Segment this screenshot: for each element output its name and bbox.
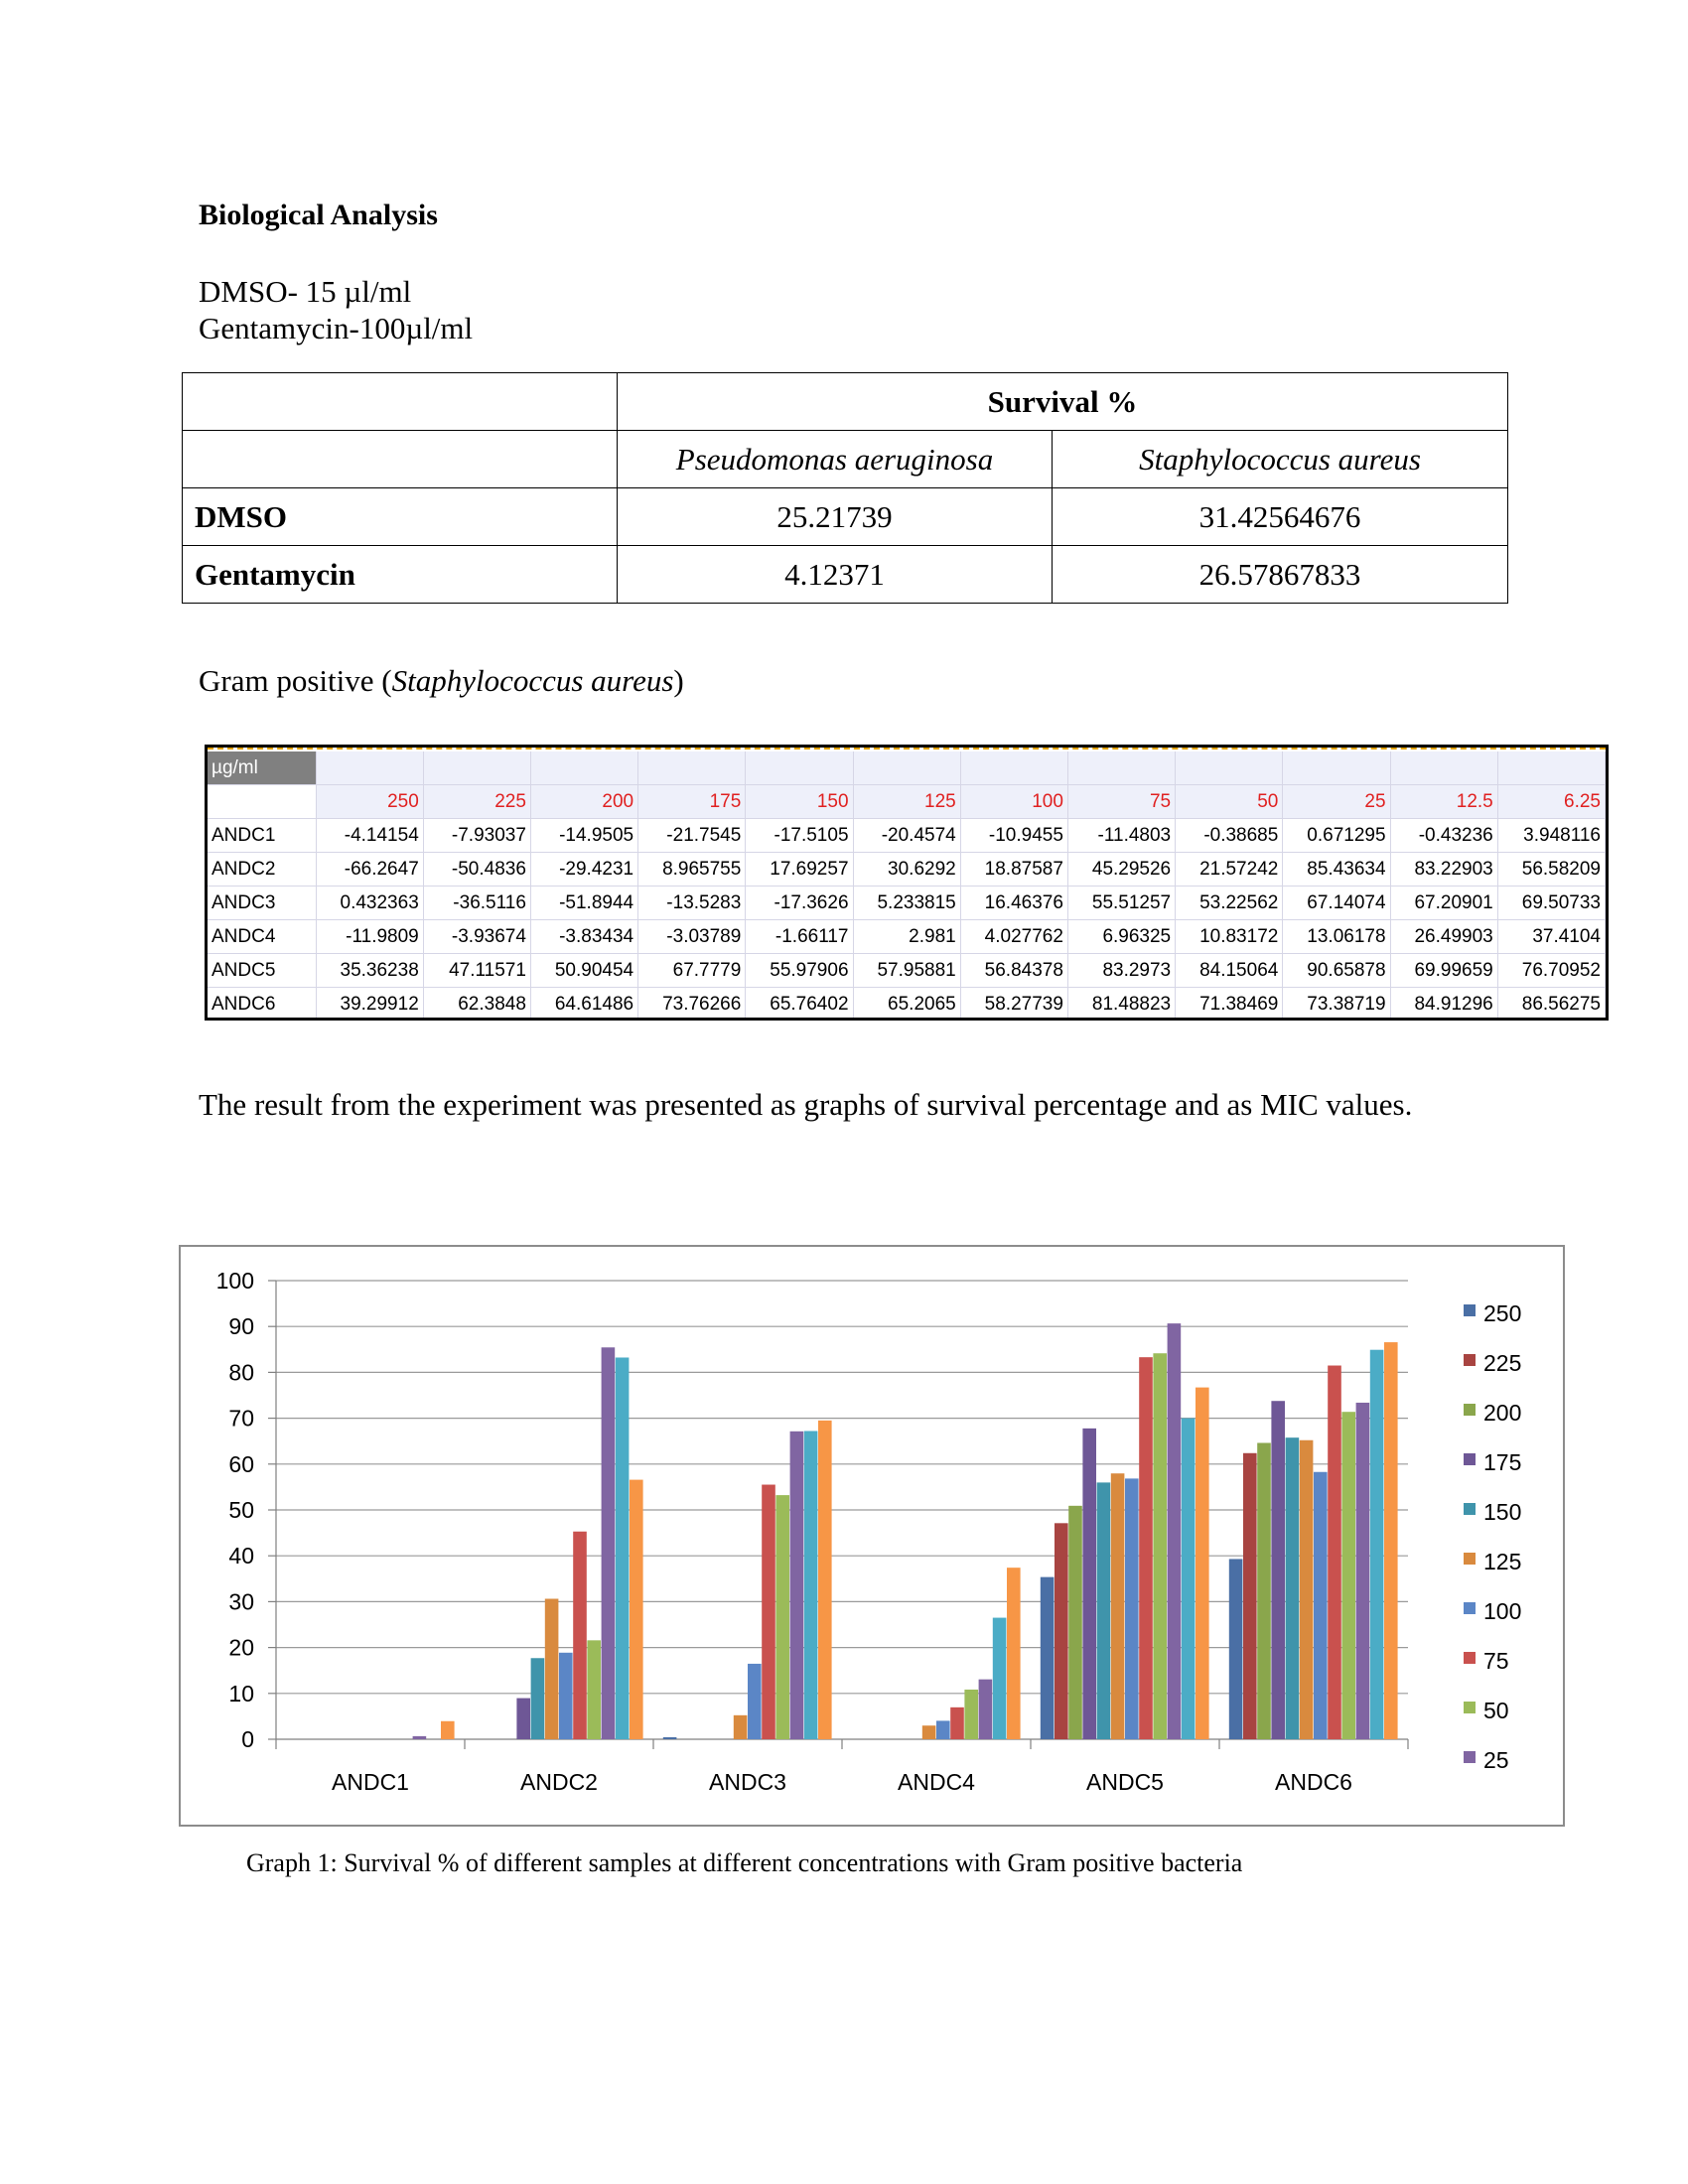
row-label: ANDC1 xyxy=(208,819,316,853)
x-tick-label: ANDC4 xyxy=(898,1769,975,1795)
blank-cell xyxy=(638,751,746,785)
spreadsheet-cell: -13.5283 xyxy=(638,887,746,920)
unit-cell: µg/ml xyxy=(208,751,316,785)
spreadsheet-cell: -1.66117 xyxy=(746,920,853,954)
spreadsheet-cell: 57.95881 xyxy=(853,954,960,988)
spreadsheet-cell: 0.432363 xyxy=(316,887,423,920)
spreadsheet-cell: 53.22562 xyxy=(1176,887,1283,920)
spreadsheet-cell: -4.14154 xyxy=(316,819,423,853)
bar-andc4-100 xyxy=(936,1720,950,1739)
legend-label: 50 xyxy=(1483,1698,1509,1723)
spreadsheet-cell: 50.90454 xyxy=(530,954,637,988)
spreadsheet-cell: 69.50733 xyxy=(1497,887,1605,920)
blank-cell xyxy=(1390,751,1497,785)
spreadsheet-cell: 71.38469 xyxy=(1176,988,1283,1022)
row-label: ANDC5 xyxy=(208,954,316,988)
table-row xyxy=(183,546,1508,604)
spreadsheet-cell: 6.96325 xyxy=(1067,920,1175,954)
spreadsheet-cell: 84.15064 xyxy=(1176,954,1283,988)
spreadsheet-cell: -14.9505 xyxy=(530,819,637,853)
blank-cell xyxy=(746,751,853,785)
spreadsheet-cell: 90.65878 xyxy=(1283,954,1390,988)
spreadsheet-cell: 0.671295 xyxy=(1283,819,1390,853)
spreadsheet-cell: 86.56275 xyxy=(1497,988,1605,1022)
spreadsheet-cell: -50.4836 xyxy=(423,853,530,887)
bar-andc6-75 xyxy=(1328,1366,1341,1739)
column-header-cell: 200 xyxy=(530,785,637,819)
spreadsheet-table xyxy=(208,751,1606,1021)
bar-andc6-6_25 xyxy=(1384,1342,1398,1739)
spreadsheet-cell: -11.4803 xyxy=(1067,819,1175,853)
spreadsheet-cell: 39.29912 xyxy=(316,988,423,1022)
row-label: ANDC6 xyxy=(208,988,316,1022)
spreadsheet-row xyxy=(208,920,1606,954)
spreadsheet-cell: 45.29526 xyxy=(1067,853,1175,887)
bar-andc5-100 xyxy=(1125,1478,1139,1739)
row-label: ANDC2 xyxy=(208,853,316,887)
y-tick-label: 10 xyxy=(228,1680,254,1706)
bar-andc1-6_25 xyxy=(441,1721,455,1739)
bar-andc6-125 xyxy=(1300,1440,1314,1739)
bar-andc2-12_5 xyxy=(616,1357,630,1739)
y-tick-label: 30 xyxy=(228,1588,254,1615)
spreadsheet-cell: 55.51257 xyxy=(1067,887,1175,920)
bar-andc5-150 xyxy=(1097,1482,1111,1739)
organism-pseudomonas: Pseudomonas aeruginosa xyxy=(618,431,1053,488)
bar-andc6-225 xyxy=(1243,1453,1257,1739)
blank-cell xyxy=(853,751,960,785)
legend-label: 200 xyxy=(1483,1400,1522,1426)
y-tick-label: 0 xyxy=(241,1726,254,1752)
spreadsheet-cell: 62.3848 xyxy=(423,988,530,1022)
bar-andc5-50 xyxy=(1153,1353,1167,1739)
spreadsheet-cell: 64.61486 xyxy=(530,988,637,1022)
spreadsheet-cell: 85.43634 xyxy=(1283,853,1390,887)
legend-swatch xyxy=(1464,1453,1476,1465)
spreadsheet-cell: 83.22903 xyxy=(1390,853,1497,887)
spreadsheet-cell: 69.99659 xyxy=(1390,954,1497,988)
spreadsheet-cell: 65.76402 xyxy=(746,988,853,1022)
legend-label: 150 xyxy=(1483,1499,1522,1525)
bar-andc6-175 xyxy=(1271,1401,1285,1739)
bar-andc2-175 xyxy=(516,1699,530,1739)
spreadsheet-row xyxy=(208,988,1606,1022)
bar-andc6-25 xyxy=(1356,1403,1370,1739)
selection-border xyxy=(208,748,1606,750)
legend-label: 250 xyxy=(1483,1300,1522,1326)
bar-andc3-250 xyxy=(663,1737,677,1739)
bar-andc6-100 xyxy=(1314,1472,1328,1739)
column-header-cell: 6.25 xyxy=(1497,785,1605,819)
bar-andc3-75 xyxy=(762,1485,775,1739)
survival-chart xyxy=(179,1245,1565,1827)
spreadsheet-cell: -11.9809 xyxy=(316,920,423,954)
bar-andc3-6_25 xyxy=(818,1421,832,1739)
x-tick-label: ANDC2 xyxy=(520,1769,598,1795)
bar-andc3-50 xyxy=(775,1495,789,1739)
spreadsheet-cell: -7.93037 xyxy=(423,819,530,853)
bar-andc2-150 xyxy=(531,1658,545,1739)
bar-andc6-200 xyxy=(1257,1442,1271,1739)
spreadsheet-row xyxy=(208,954,1606,988)
legend-label: 125 xyxy=(1483,1549,1522,1574)
bar-andc5-75 xyxy=(1139,1357,1153,1739)
spreadsheet-row xyxy=(208,853,1606,887)
legend-swatch xyxy=(1464,1751,1476,1763)
organism-staphylococcus: Staphylococcus aureus xyxy=(1053,431,1508,488)
table-cell: 4.12371 xyxy=(618,546,1053,604)
table-cell: 25.21739 xyxy=(618,488,1053,546)
legend-label: 225 xyxy=(1483,1350,1522,1376)
bar-andc5-12_5 xyxy=(1182,1419,1196,1739)
bar-andc5-175 xyxy=(1082,1429,1096,1739)
bar-andc3-12_5 xyxy=(804,1431,818,1739)
bar-andc4-25 xyxy=(979,1680,993,1739)
y-tick-label: 100 xyxy=(215,1268,254,1294)
spreadsheet-cell: 83.2973 xyxy=(1067,954,1175,988)
row-label: ANDC4 xyxy=(208,920,316,954)
gram-positive-label xyxy=(199,663,684,699)
bar-andc2-100 xyxy=(559,1653,573,1739)
spreadsheet-row xyxy=(208,887,1606,920)
spreadsheet-cell: -0.38685 xyxy=(1176,819,1283,853)
spreadsheet-cell: 16.46376 xyxy=(960,887,1067,920)
bar-andc2-6_25 xyxy=(630,1480,643,1739)
blank-cell xyxy=(960,751,1067,785)
spreadsheet-cell: 4.027762 xyxy=(960,920,1067,954)
row-label: ANDC3 xyxy=(208,887,316,920)
legend-label: 100 xyxy=(1483,1598,1522,1624)
bar-andc2-125 xyxy=(545,1598,559,1739)
legend-swatch xyxy=(1464,1652,1476,1664)
spreadsheet-cell: -17.3626 xyxy=(746,887,853,920)
gram-prefix: Gram positive ( xyxy=(199,663,392,698)
spreadsheet-cell: -3.93674 xyxy=(423,920,530,954)
spreadsheet-cell: 76.70952 xyxy=(1497,954,1605,988)
legend-swatch xyxy=(1464,1553,1476,1565)
legend-swatch xyxy=(1464,1354,1476,1366)
x-tick-label: ANDC1 xyxy=(332,1769,409,1795)
bar-andc6-150 xyxy=(1286,1437,1300,1739)
spreadsheet-cell: -0.43236 xyxy=(1390,819,1497,853)
spreadsheet-cell: -66.2647 xyxy=(316,853,423,887)
spreadsheet-row xyxy=(208,819,1606,853)
spreadsheet-cell: 37.4104 xyxy=(1497,920,1605,954)
spreadsheet-cell: 10.83172 xyxy=(1176,920,1283,954)
spreadsheet-cell: 56.84378 xyxy=(960,954,1067,988)
gentamycin-concentration: Gentamycin-100µl/ml xyxy=(199,311,474,345)
column-header-cell: 12.5 xyxy=(1390,785,1497,819)
bar-andc5-125 xyxy=(1111,1473,1125,1739)
spreadsheet-cell: -17.5105 xyxy=(746,819,853,853)
bar-andc2-75 xyxy=(573,1532,587,1739)
spreadsheet-cell: -10.9455 xyxy=(960,819,1067,853)
spreadsheet-cell: 67.14074 xyxy=(1283,887,1390,920)
spreadsheet-cell: 73.76266 xyxy=(638,988,746,1022)
bar-andc5-25 xyxy=(1168,1323,1182,1739)
bar-andc2-25 xyxy=(602,1347,616,1739)
blank-cell xyxy=(1283,751,1390,785)
y-tick-label: 60 xyxy=(228,1450,254,1477)
bar-andc4-75 xyxy=(950,1707,964,1739)
table-cell: 26.57867833 xyxy=(1053,546,1508,604)
gram-suffix: ) xyxy=(673,663,684,698)
gram-organism: Staphylococcus aureus xyxy=(391,663,674,698)
spreadsheet-cell: 30.6292 xyxy=(853,853,960,887)
spreadsheet-cell: -3.83434 xyxy=(530,920,637,954)
column-header-cell: 50 xyxy=(1176,785,1283,819)
legend-swatch xyxy=(1464,1404,1476,1416)
x-tick-label: ANDC6 xyxy=(1275,1769,1352,1795)
bar-andc5-250 xyxy=(1041,1577,1055,1739)
spreadsheet-cell: 47.11571 xyxy=(423,954,530,988)
bar-andc5-6_25 xyxy=(1196,1388,1209,1739)
spreadsheet-cell: 35.36238 xyxy=(316,954,423,988)
y-tick-label: 90 xyxy=(228,1313,254,1340)
bar-andc4-12_5 xyxy=(993,1618,1007,1739)
bar-andc1-25 xyxy=(413,1736,427,1739)
blank-cell xyxy=(423,751,530,785)
legend-label: 75 xyxy=(1483,1648,1509,1674)
figure-caption: Graph 1: Survival % of different samples at different concentrations with Gram positive bacteria xyxy=(246,1848,1243,1877)
spreadsheet-cell: 67.7779 xyxy=(638,954,746,988)
column-header-cell: 250 xyxy=(316,785,423,819)
result-paragraph: The result from the experiment was presented as graphs of survival percentage and as MIC values. xyxy=(199,1087,1413,1122)
legend-swatch xyxy=(1464,1304,1476,1316)
column-header-cell: 125 xyxy=(853,785,960,819)
spreadsheet-cell: 73.38719 xyxy=(1283,988,1390,1022)
spreadsheet-cell: -36.5116 xyxy=(423,887,530,920)
y-tick-label: 20 xyxy=(228,1634,254,1661)
bar-andc5-225 xyxy=(1055,1523,1068,1739)
survival-table xyxy=(182,372,1508,604)
spreadsheet-cell: 8.965755 xyxy=(638,853,746,887)
section-heading: Biological Analysis xyxy=(199,199,438,231)
spreadsheet-cell: -20.4574 xyxy=(853,819,960,853)
row-label: Gentamycin xyxy=(183,546,618,604)
spreadsheet-cell: 58.27739 xyxy=(960,988,1067,1022)
survival-header: Survival % xyxy=(618,373,1508,431)
blank-cell xyxy=(1067,751,1175,785)
concentration-header-row xyxy=(208,785,1606,819)
spreadsheet-cell: 5.233815 xyxy=(853,887,960,920)
row-label: DMSO xyxy=(183,488,618,546)
spreadsheet-cell: 81.48823 xyxy=(1067,988,1175,1022)
spreadsheet-cell: 2.981 xyxy=(853,920,960,954)
blank-cell xyxy=(1176,751,1283,785)
spreadsheet-cell: 67.20901 xyxy=(1390,887,1497,920)
dmso-concentration: DMSO- 15 µl/ml xyxy=(199,274,412,309)
blank-cell xyxy=(1497,751,1605,785)
spreadsheet-cell: 3.948116 xyxy=(1497,819,1605,853)
y-tick-label: 70 xyxy=(228,1405,254,1432)
bar-andc3-100 xyxy=(748,1664,762,1739)
spreadsheet-cell: -29.4231 xyxy=(530,853,637,887)
bar-andc6-250 xyxy=(1229,1559,1243,1739)
x-tick-label: ANDC3 xyxy=(709,1769,786,1795)
bar-andc6-50 xyxy=(1341,1412,1355,1739)
column-header-cell: 225 xyxy=(423,785,530,819)
legend-label: 175 xyxy=(1483,1449,1522,1475)
legend-swatch xyxy=(1464,1503,1476,1515)
column-header-cell: 25 xyxy=(1283,785,1390,819)
bar-andc4-6_25 xyxy=(1007,1568,1021,1739)
spreadsheet-cell: 18.87587 xyxy=(960,853,1067,887)
bar-andc3-125 xyxy=(734,1715,748,1739)
blank-cell xyxy=(530,751,637,785)
spreadsheet-cell: 55.97906 xyxy=(746,954,853,988)
spreadsheet-cell: 84.91296 xyxy=(1390,988,1497,1022)
column-header-cell: 150 xyxy=(746,785,853,819)
spreadsheet-screenshot xyxy=(205,745,1609,1021)
spreadsheet-cell: -21.7545 xyxy=(638,819,746,853)
chart-svg xyxy=(181,1247,1563,1825)
bar-andc4-50 xyxy=(964,1690,978,1739)
spreadsheet-cell: 26.49903 xyxy=(1390,920,1497,954)
x-tick-label: ANDC5 xyxy=(1086,1769,1164,1795)
bar-andc2-50 xyxy=(587,1640,601,1739)
bar-andc4-125 xyxy=(922,1725,936,1739)
legend-label: 25 xyxy=(1483,1747,1509,1773)
column-header-cell: 100 xyxy=(960,785,1067,819)
bar-andc5-200 xyxy=(1068,1506,1082,1739)
y-tick-label: 50 xyxy=(228,1497,254,1523)
spreadsheet-cell: 65.2065 xyxy=(853,988,960,1022)
blank-cell xyxy=(316,751,423,785)
column-header-cell: 75 xyxy=(1067,785,1175,819)
column-header-cell: 175 xyxy=(638,785,746,819)
spreadsheet-cell: -51.8944 xyxy=(530,887,637,920)
spreadsheet-cell: 21.57242 xyxy=(1176,853,1283,887)
spreadsheet-cell: 56.58209 xyxy=(1497,853,1605,887)
bar-andc3-25 xyxy=(790,1432,804,1739)
bar-andc6-12_5 xyxy=(1370,1350,1384,1739)
spreadsheet-cell: -3.03789 xyxy=(638,920,746,954)
y-tick-label: 40 xyxy=(228,1543,254,1570)
spreadsheet-cell: 17.69257 xyxy=(746,853,853,887)
table-cell: 31.42564676 xyxy=(1053,488,1508,546)
y-tick-label: 80 xyxy=(228,1359,254,1386)
spreadsheet-cell: 13.06178 xyxy=(1283,920,1390,954)
table-row xyxy=(183,488,1508,546)
legend-swatch xyxy=(1464,1602,1476,1614)
legend-swatch xyxy=(1464,1702,1476,1713)
